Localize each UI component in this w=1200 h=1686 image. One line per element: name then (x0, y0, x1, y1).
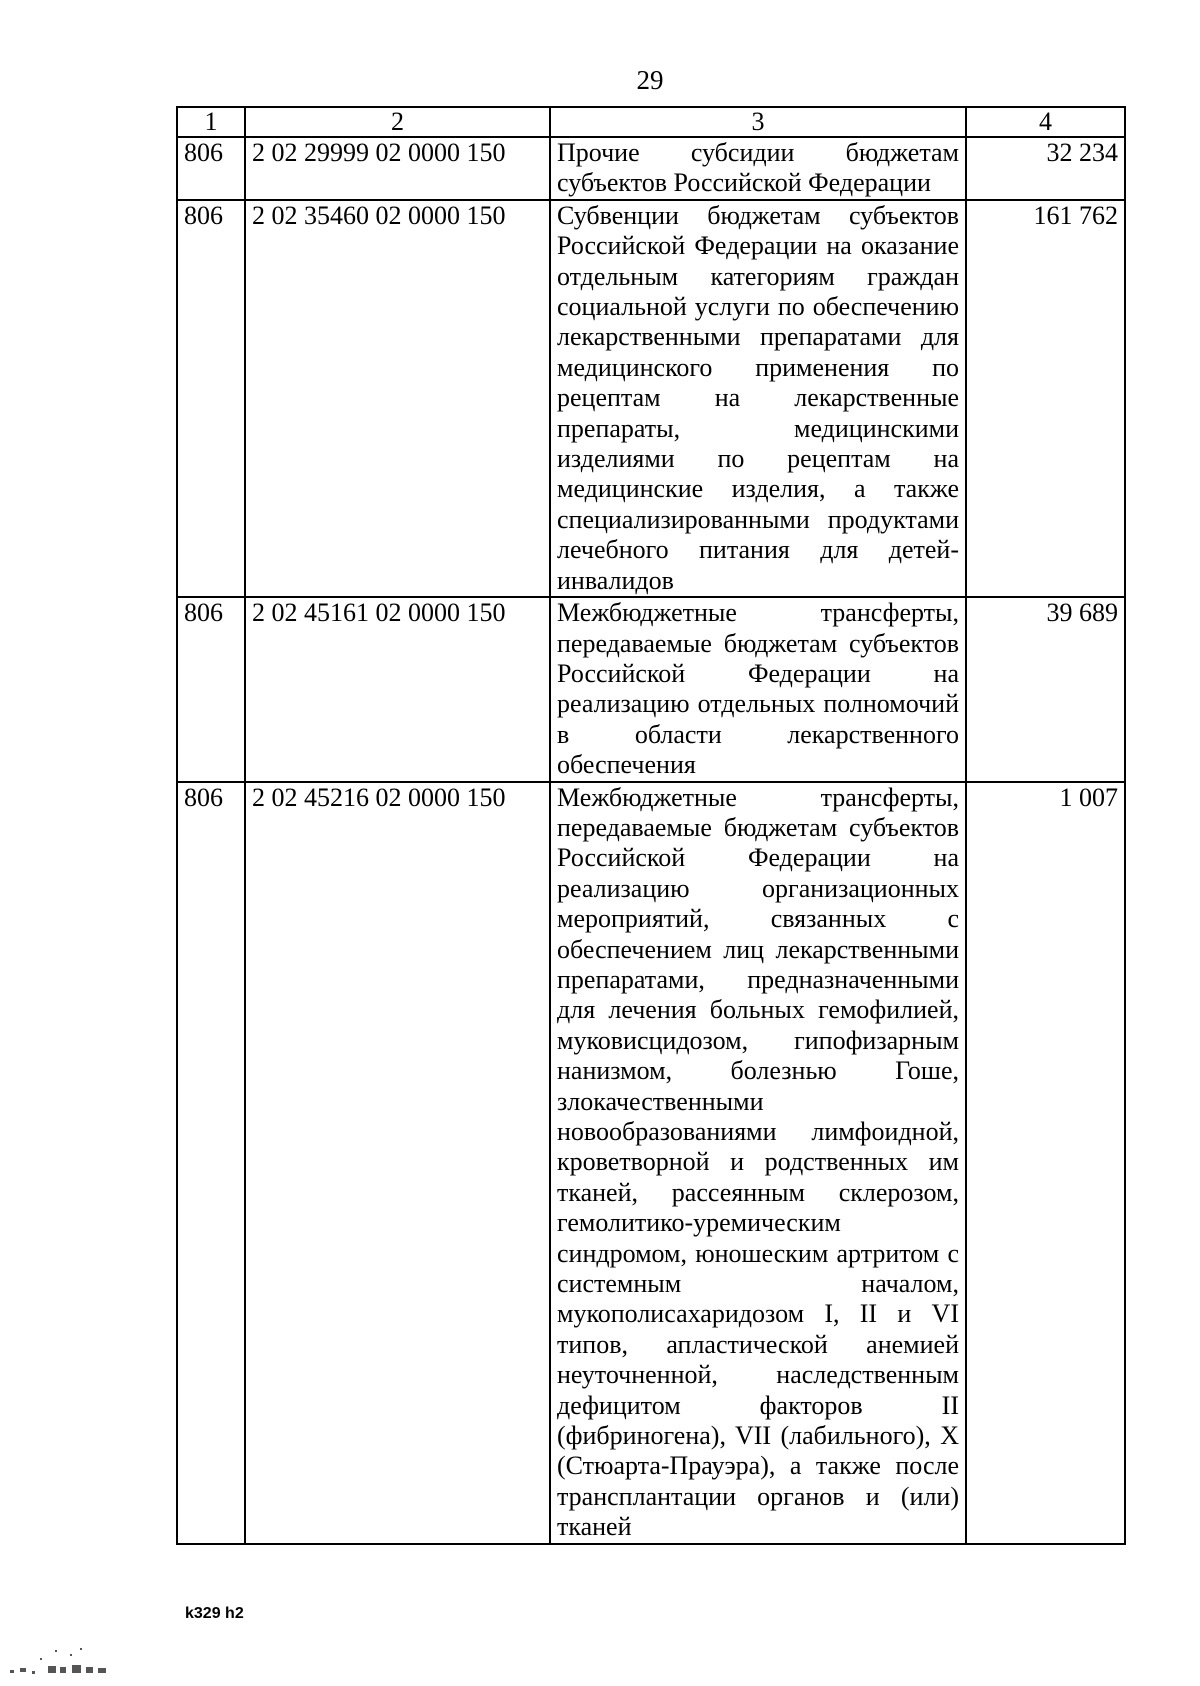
income-description-cell: Межбюджетные трансферты, передаваемые бюджетам субъектов Российской Федерации на реализацию отдельных полномочий в области лекарственного обеспечения (550, 597, 966, 781)
admin-code-cell: 806 (177, 597, 245, 781)
admin-code-cell: 806 (177, 782, 245, 1544)
income-description-cell: Межбюджетные трансферты, передаваемые бюджетам субъектов Российской Федерации на реализацию организационных мероприятий, связанных с обеспечением лиц лекарственными препаратами, предназначенными для лечения больных гемофилией, муковисцидозом, гипофизарным нанизмом, болезнью Гоше, злокачественными новообразованиями лимфоидной, кроветворной и родственных им тканей, рассеянным склерозом, гемолитико-уремическим синдромом, юношеским артритом с системным началом, мукополисахаридозом I, II и VI типов, апластической анемией неуточненной, наследственным дефицитом факторов II (фибриногена), VII (лабильного), X (Стюарта-Прауэра), а также после трансплантации органов и (или) тканей (550, 782, 966, 1544)
income-description-cell: Субвенции бюджетам субъектов Российской Федерации на оказание отдельным категориям граждан социальной услуги по обеспечению лекарственными препаратами для медицинского применения по рецептам на лекарственные препараты, медицинскими изделиями по рецептам на медицинские изделия, а также специализированными продуктами лечебного питания для детей-инвалидов (550, 200, 966, 597)
admin-code-cell: 806 (177, 137, 245, 200)
footer-document-code: k329 h2 (185, 1605, 244, 1622)
budget-classification-code-cell: 2 02 35460 02 0000 150 (245, 200, 550, 597)
amount-cell: 161 762 (966, 200, 1125, 597)
table-row (177, 137, 1125, 200)
amount-cell: 32 234 (966, 137, 1125, 200)
budget-classification-code-cell: 2 02 45216 02 0000 150 (245, 782, 550, 1544)
column-header: 3 (550, 107, 966, 137)
column-header: 1 (177, 107, 245, 137)
admin-code-cell: 806 (177, 200, 245, 597)
amount-cell: 39 689 (966, 597, 1125, 781)
income-description-cell: Прочие субсидии бюджетам субъектов Российской Федерации (550, 137, 966, 200)
budget-table (176, 106, 1126, 1545)
scan-artifact (0, 1640, 115, 1686)
table-header-row (177, 107, 1125, 137)
table-row (177, 782, 1125, 1544)
page-number: 29 (636, 65, 664, 95)
column-header: 2 (245, 107, 550, 137)
column-header: 4 (966, 107, 1125, 137)
amount-cell: 1 007 (966, 782, 1125, 1544)
budget-classification-code-cell: 2 02 45161 02 0000 150 (245, 597, 550, 781)
budget-classification-code-cell: 2 02 29999 02 0000 150 (245, 137, 550, 200)
table-row (177, 200, 1125, 597)
table-row (177, 597, 1125, 781)
